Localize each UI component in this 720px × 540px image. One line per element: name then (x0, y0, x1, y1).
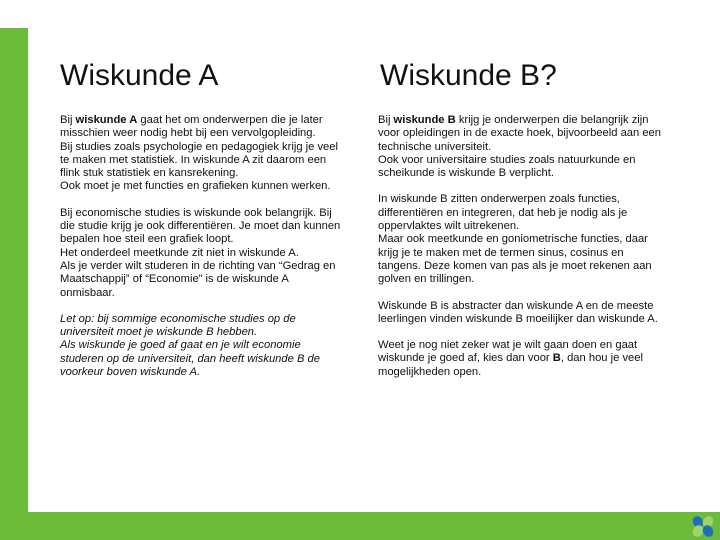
accent-bar-bottom (0, 512, 720, 540)
paragraph-functies: Ook moet je met functies en grafieken kunnen werken. (60, 180, 331, 193)
paragraph-let-op: Let op: bij sommige economische studies op de universiteit moet je wiskunde B hebben. (60, 312, 296, 339)
paragraph-onderwerpen: In wiskunde B zitten onderwerpen zoals functies, differentiëren en integreren, dat heb je nodig als je oppervlaktes wilt uitrekenen. (378, 193, 628, 233)
column-wiskunde-b (378, 114, 668, 379)
paragraph-goniometrie: Maar ook meetkunde en goniometrische functies, daar krijg je te maken met de termen sinus, cosinus en tangens. Deze komen van pas als je moet rekenen aan golven en trillingen. (378, 233, 652, 286)
paragraph-richting: Als je verder wilt studeren in de richting van “Gedrag en Maatschappij” of “Economie” is de wiskunde A onmisbaar. (60, 259, 336, 299)
paragraph-abstracter: Wiskunde B is abstracter dan wiskunde A en de meeste leerlingen vinden wiskunde B moeilijker dan wiskunde A. (378, 299, 658, 325)
accent-bar-left (0, 28, 28, 512)
clover-logo-icon (690, 514, 716, 538)
paragraph-meetkunde: Het onderdeel meetkunde zit niet in wiskunde A. (60, 246, 299, 259)
column-title-wiskunde-a: Wiskunde A (60, 59, 219, 92)
column-wiskunde-a (60, 114, 345, 379)
paragraph-statistiek: Bij studies zoals psychologie en pedagogiek krijg je veel te maken met statistiek. In wiskunde A zit daarom een flink stuk statistiek en kansrekening. (60, 140, 338, 180)
paragraph-intro-b: Bij wiskunde B krijg je onderwerpen die belangrijk zijn voor opleidingen in de exacte hoek, bijvoorbeeld aan een technische universiteit. (378, 114, 662, 153)
paragraph-economie: Bij economische studies is wiskunde ook belangrijk. Bij die studie krijg je ook differentiëren. Je moet dan kunnen bepalen hoe steil een grafiek loopt. (60, 206, 341, 246)
paragraph-advies: Weet je nog niet zeker wat je wilt gaan doen en gaat wiskunde je goed af, kies dan voor B, dan hou je veel mogelijkheden open. (378, 339, 643, 378)
paragraph-intro-a: Bij wiskunde A gaat het om onderwerpen die je later misschien weer nodig hebt bij een vervolgopleiding. (60, 114, 323, 140)
column-title-wiskunde-b: Wiskunde B? (380, 59, 557, 92)
paragraph-voorkeur-b: Als wiskunde je goed af gaat en je wilt economie studeren op de universiteit, dan heeft wiskunde B de voorkeur boven wiskunde A. (60, 339, 320, 379)
paragraph-verplicht: Ook voor universitaire studies zoals natuurkunde en scheikunde is wiskunde B verplicht. (378, 153, 636, 180)
